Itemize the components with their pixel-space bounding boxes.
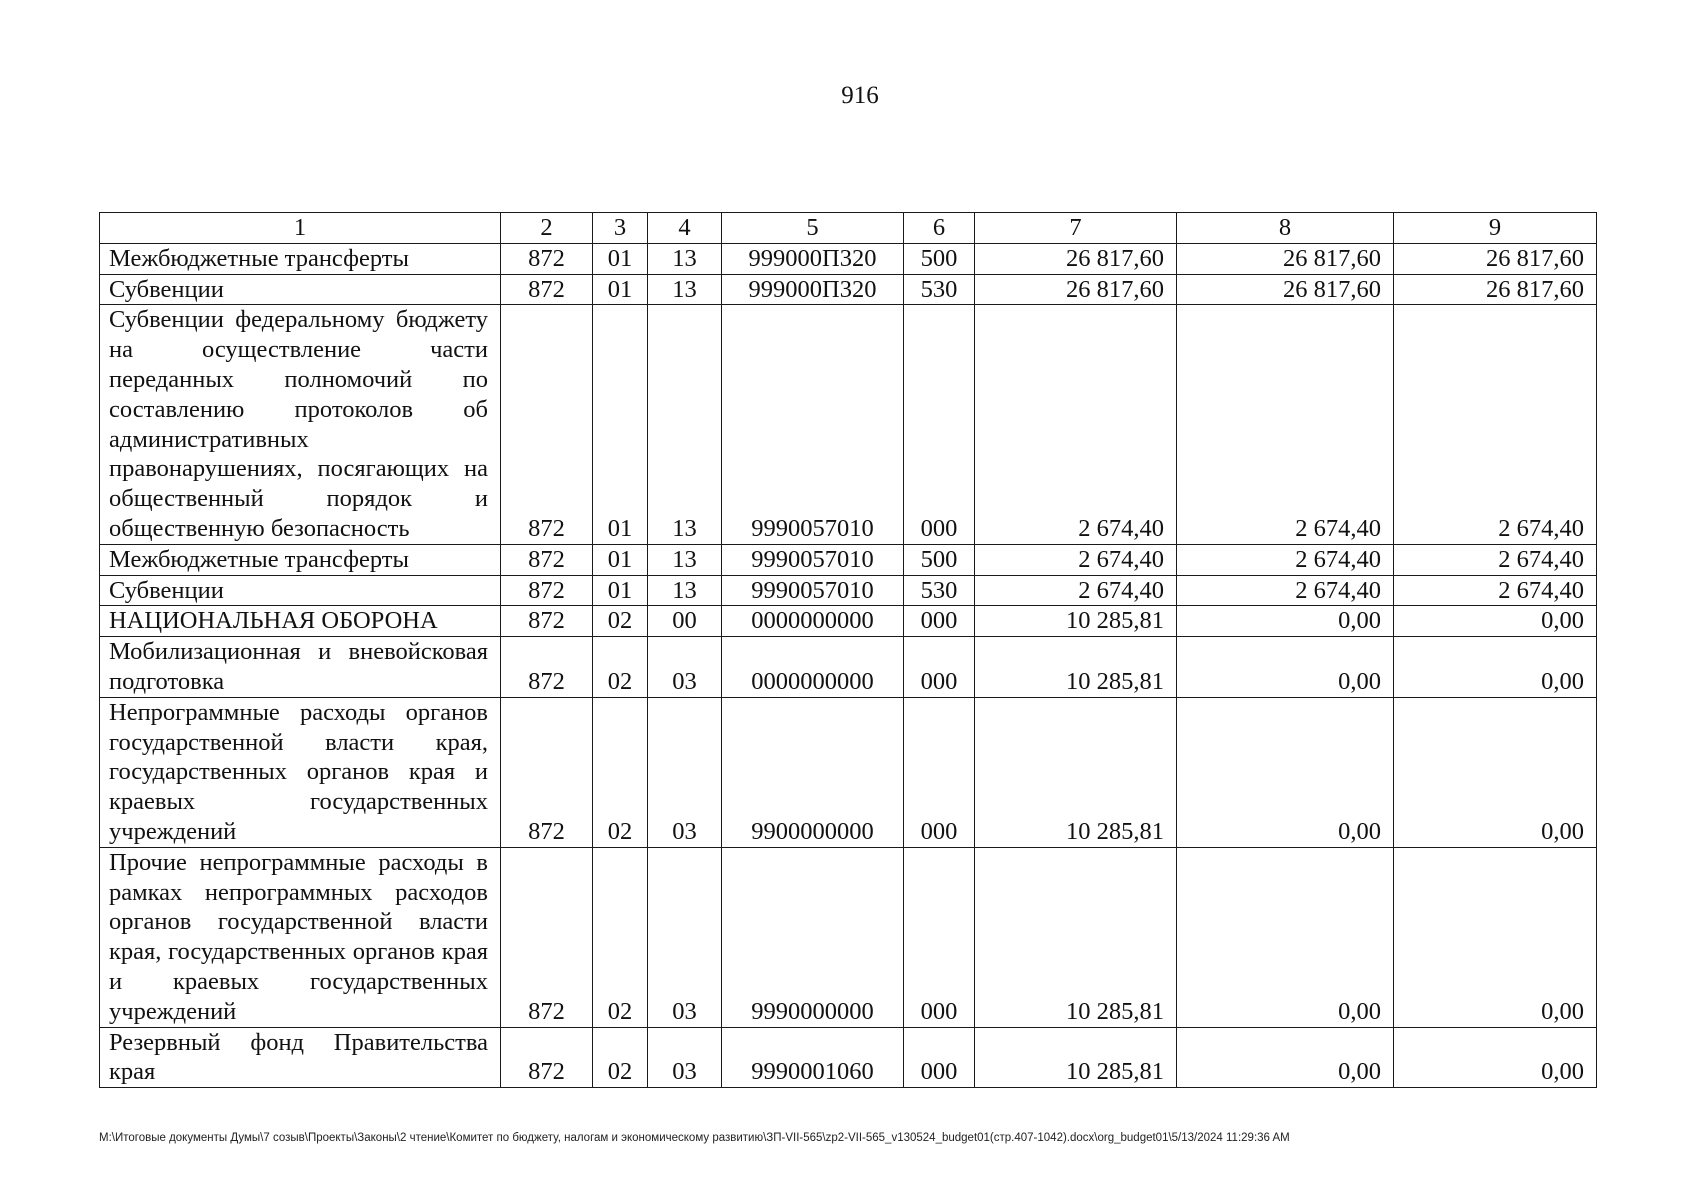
row-cell: 02 [593, 606, 648, 637]
row-name: Прочие непрограммные расходы в рамках непрограммных расходов органов государственной власти края, государственных органов края и краевых государственных учреждений [100, 847, 501, 1027]
row-cell: 02 [593, 847, 648, 1027]
table-row [100, 544, 1597, 575]
document-path-footer: M:\Итоговые документы Думы\7 созыв\Проекты\Законы\2 чтение\Комитет по бюджету, налогам и экономическому развитию\ЗП-VII-565\zp2-VII-565_v130524_budget01(стр.407-1042).docx\org_budget01\5/13/2024 11:29:36 AM [99, 1132, 1290, 1144]
row-cell: 999000П320 [722, 274, 904, 305]
row-cell: 01 [593, 305, 648, 544]
row-amount: 26 817,60 [1177, 274, 1394, 305]
row-name: Субвенции [100, 575, 501, 606]
row-cell: 03 [648, 637, 722, 698]
row-name: Мобилизационная и вневойсковая подготовка [100, 637, 501, 698]
row-cell: 03 [648, 1027, 722, 1088]
row-amount: 2 674,40 [1394, 544, 1597, 575]
table-row [100, 697, 1597, 847]
row-cell: 000 [904, 637, 975, 698]
row-cell: 01 [593, 575, 648, 606]
row-amount: 10 285,81 [975, 1027, 1177, 1088]
row-cell: 872 [501, 697, 593, 847]
row-cell: 13 [648, 544, 722, 575]
row-cell: 02 [593, 1027, 648, 1088]
row-cell: 872 [501, 1027, 593, 1088]
table-row [100, 847, 1597, 1027]
table-row [100, 243, 1597, 274]
header-cell: 4 [648, 213, 722, 244]
row-cell: 530 [904, 575, 975, 606]
table-row [100, 637, 1597, 698]
row-amount: 26 817,60 [1394, 274, 1597, 305]
row-amount: 10 285,81 [975, 606, 1177, 637]
table-row [100, 305, 1597, 544]
header-cell: 1 [100, 213, 501, 244]
row-amount: 0,00 [1394, 847, 1597, 1027]
row-cell: 872 [501, 606, 593, 637]
row-amount: 0,00 [1177, 847, 1394, 1027]
row-amount: 0,00 [1177, 1027, 1394, 1088]
row-name: Субвенции [100, 274, 501, 305]
row-cell: 999000П320 [722, 243, 904, 274]
row-cell: 01 [593, 274, 648, 305]
header-cell: 2 [501, 213, 593, 244]
row-cell: 872 [501, 274, 593, 305]
row-amount: 2 674,40 [1177, 575, 1394, 606]
row-cell: 000 [904, 1027, 975, 1088]
row-cell: 530 [904, 274, 975, 305]
row-amount: 2 674,40 [975, 575, 1177, 606]
row-name: Резервный фонд Правительства края [100, 1027, 501, 1088]
row-cell: 13 [648, 305, 722, 544]
row-cell: 9990001060 [722, 1027, 904, 1088]
row-amount: 10 285,81 [975, 697, 1177, 847]
row-cell: 000 [904, 606, 975, 637]
row-cell: 01 [593, 544, 648, 575]
row-cell: 13 [648, 243, 722, 274]
budget-table [99, 212, 1597, 1088]
header-cell: 9 [1394, 213, 1597, 244]
header-cell: 7 [975, 213, 1177, 244]
row-amount: 0,00 [1394, 637, 1597, 698]
row-cell: 872 [501, 544, 593, 575]
row-cell: 872 [501, 305, 593, 544]
row-name: Непрограммные расходы органов государственной власти края, государственных органов края и краевых государственных учреждений [100, 697, 501, 847]
row-cell: 872 [501, 847, 593, 1027]
row-amount: 2 674,40 [1177, 544, 1394, 575]
header-cell: 6 [904, 213, 975, 244]
row-cell: 000 [904, 305, 975, 544]
row-amount: 26 817,60 [1177, 243, 1394, 274]
row-amount: 2 674,40 [975, 544, 1177, 575]
row-cell: 0000000000 [722, 606, 904, 637]
row-cell: 9990000000 [722, 847, 904, 1027]
header-cell: 8 [1177, 213, 1394, 244]
table-row [100, 274, 1597, 305]
row-cell: 9990057010 [722, 575, 904, 606]
row-amount: 0,00 [1177, 637, 1394, 698]
row-cell: 000 [904, 847, 975, 1027]
table-row [100, 606, 1597, 637]
row-amount: 2 674,40 [1394, 305, 1597, 544]
header-cell: 3 [593, 213, 648, 244]
row-cell: 13 [648, 575, 722, 606]
row-amount: 2 674,40 [1177, 305, 1394, 544]
row-cell: 03 [648, 697, 722, 847]
row-name: Межбюджетные трансферты [100, 544, 501, 575]
row-name: Субвенции федеральному бюджету на осуществление части переданных полномочий по составлению протоколов об административных правонарушениях, посягающих на общественный порядок и общественную безопасность [100, 305, 501, 544]
row-amount: 0,00 [1394, 1027, 1597, 1088]
row-cell: 500 [904, 243, 975, 274]
row-cell: 872 [501, 637, 593, 698]
row-amount: 2 674,40 [975, 305, 1177, 544]
row-amount: 26 817,60 [975, 243, 1177, 274]
row-cell: 872 [501, 575, 593, 606]
row-amount: 0,00 [1394, 606, 1597, 637]
table-header-row [100, 213, 1597, 244]
row-amount: 10 285,81 [975, 847, 1177, 1027]
row-cell: 02 [593, 697, 648, 847]
row-amount: 2 674,40 [1394, 575, 1597, 606]
row-cell: 000 [904, 697, 975, 847]
row-amount: 26 817,60 [975, 274, 1177, 305]
page-number: 916 [841, 82, 879, 109]
row-name: НАЦИОНАЛЬНАЯ ОБОРОНА [100, 606, 501, 637]
row-cell: 9900000000 [722, 697, 904, 847]
row-amount: 0,00 [1177, 697, 1394, 847]
row-cell: 872 [501, 243, 593, 274]
row-cell: 13 [648, 274, 722, 305]
row-amount: 10 285,81 [975, 637, 1177, 698]
row-cell: 0000000000 [722, 637, 904, 698]
row-cell: 00 [648, 606, 722, 637]
row-amount: 26 817,60 [1394, 243, 1597, 274]
row-amount: 0,00 [1177, 606, 1394, 637]
row-cell: 9990057010 [722, 305, 904, 544]
row-cell: 9990057010 [722, 544, 904, 575]
header-cell: 5 [722, 213, 904, 244]
table-row [100, 1027, 1597, 1088]
table-row [100, 575, 1597, 606]
row-cell: 02 [593, 637, 648, 698]
row-cell: 500 [904, 544, 975, 575]
row-cell: 03 [648, 847, 722, 1027]
row-amount: 0,00 [1394, 697, 1597, 847]
row-cell: 01 [593, 243, 648, 274]
row-name: Межбюджетные трансферты [100, 243, 501, 274]
